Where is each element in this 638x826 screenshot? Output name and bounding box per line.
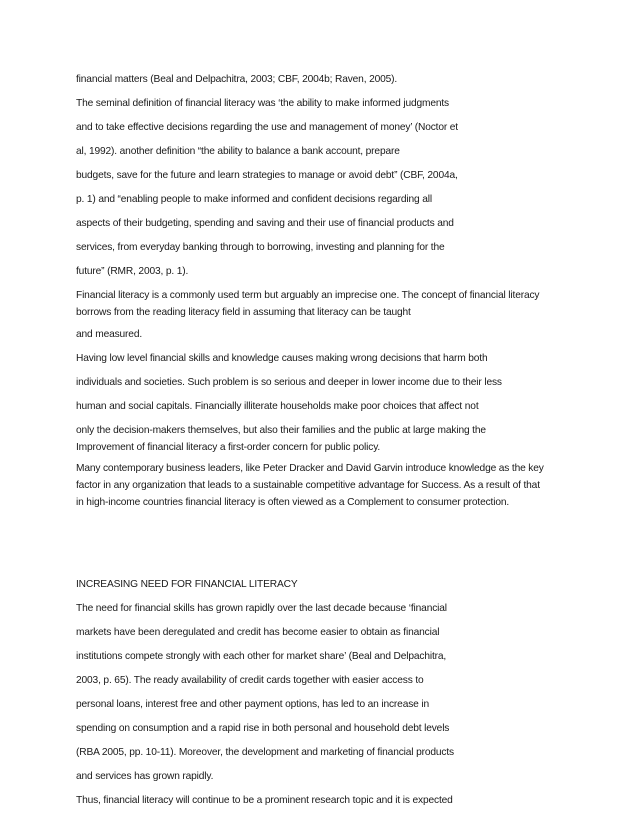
text-line: p. 1) and “enabling people to make informed and confident decisions regarding all <box>76 194 432 205</box>
section-heading: INCREASING NEED FOR FINANCIAL LITERACY <box>76 579 298 590</box>
text-line: and to take effective decisions regarding the use and management of money’ (Noctor et <box>76 122 458 133</box>
text-line: markets have been deregulated and credit has become easier to obtain as financial <box>76 627 440 638</box>
text-line: spending on consumption and a rapid rise in both personal and household debt levels <box>76 723 450 734</box>
text-line: Financial literacy is a commonly used term but arguably an imprecise one. The concept of financial literacy <box>76 290 540 301</box>
text-line: The seminal definition of financial literacy was ‘the ability to make informed judgments <box>76 98 449 109</box>
text-line: individuals and societies. Such problem is so serious and deeper in lower income due to their less <box>76 377 502 388</box>
text-line: (RBA 2005, pp. 10-11). Moreover, the development and marketing of financial products <box>76 747 454 758</box>
text-line: only the decision-makers themselves, but also their families and the public at large making the <box>76 425 486 436</box>
text-line: institutions compete strongly with each other for market share’ (Beal and Delpachitra, <box>76 651 447 662</box>
text-line: and services has grown rapidly. <box>76 771 214 782</box>
text-line: factor in any organization that leads to a sustainable competitive advantage for Success. As a result of that <box>76 480 540 491</box>
text-line: Improvement of financial literacy a first-order concern for public policy. <box>76 442 381 453</box>
text-line: 2003, p. 65). The ready availability of credit cards together with easier access to <box>76 675 424 686</box>
text-line: al, 1992). another definition “the ability to balance a bank account, prepare <box>76 146 400 157</box>
text-line: Having low level financial skills and knowledge causes making wrong decisions that harm both <box>76 353 488 364</box>
text-line: personal loans, interest free and other payment options, has led to an increase in <box>76 699 429 710</box>
text-line: budgets, save for the future and learn strategies to manage or avoid debt” (CBF, 2004a, <box>76 170 458 181</box>
text-line: aspects of their budgeting, spending and saving and their use of financial products and <box>76 218 454 229</box>
text-line: financial matters (Beal and Delpachitra, 2003; CBF, 2004b; Raven, 2005). <box>76 74 398 85</box>
text-line: human and social capitals. Financially illiterate households make poor choices that affect not <box>76 401 479 412</box>
text-line: in high-income countries financial literacy is often viewed as a Complement to consumer protection. <box>76 497 510 508</box>
text-line: borrows from the reading literacy field in assuming that literacy can be taught <box>76 307 411 318</box>
text-line: The need for financial skills has grown rapidly over the last decade because ‘financial <box>76 603 447 614</box>
text-line: Thus, financial literacy will continue to be a prominent research topic and it is expected <box>76 795 453 806</box>
text-line: Many contemporary business leaders, like Peter Dracker and David Garvin introduce knowledge as the key <box>76 463 544 474</box>
text-line: services, from everyday banking through to borrowing, investing and planning for the <box>76 242 445 253</box>
text-line: and measured. <box>76 329 143 340</box>
text-line: future” (RMR, 2003, p. 1). <box>76 266 189 277</box>
